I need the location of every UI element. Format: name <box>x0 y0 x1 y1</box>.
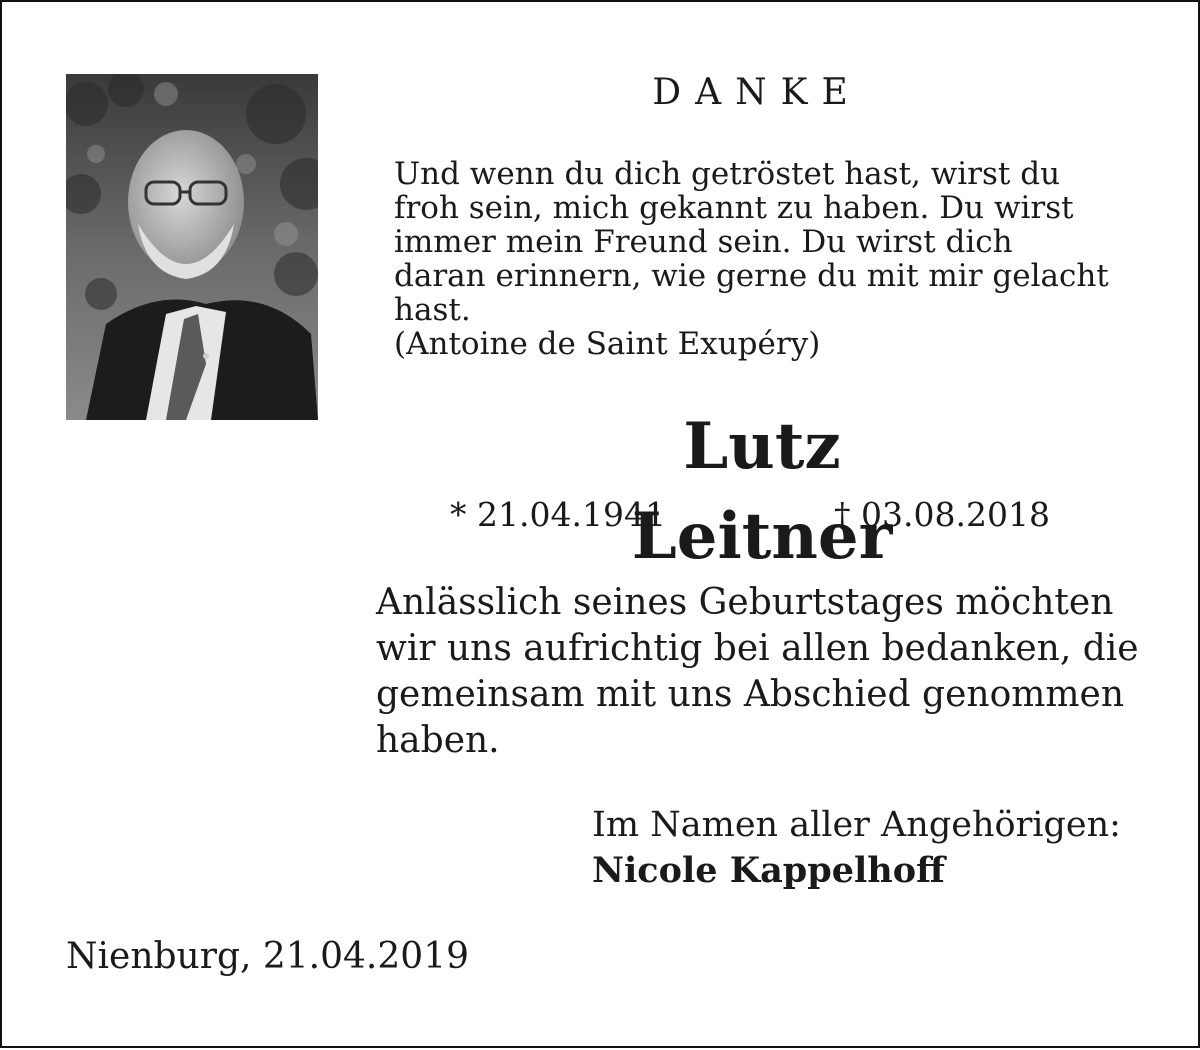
death-date: † 03.08.2018 <box>834 495 1050 534</box>
thanks-line: haben. <box>376 720 500 761</box>
thanks-line: Anlässlich seines Geburtstages möchten <box>376 582 1114 623</box>
signer-name: Nicole Kappelhoff <box>592 850 945 891</box>
quote-line: daran erinnern, wie gerne du mit mir gelacht <box>394 258 1109 294</box>
quote-line: hast. <box>394 292 471 328</box>
birth-date: * 21.04.1941 <box>450 495 666 534</box>
signoff-text: Im Namen aller Angehörigen: <box>592 805 1121 845</box>
quote-line: Und wenn du dich getröstet hast, wirst du <box>394 156 1061 192</box>
thanks-line: wir uns aufrichtig bei allen bedanken, die <box>376 628 1139 669</box>
quote-line: immer mein Freund sein. Du wirst dich <box>394 224 1013 260</box>
place-date: Nienburg, 21.04.2019 <box>66 936 469 977</box>
quote-attribution: (Antoine de Saint Exupéry) <box>394 326 821 362</box>
thanks-text <box>376 580 1166 764</box>
quote-block <box>394 157 1174 361</box>
portrait-photo <box>66 74 318 420</box>
deceased-name: Lutz Leitner <box>631 409 893 574</box>
quote-line: froh sein, mich gekannt zu haben. Du wirst <box>394 190 1074 226</box>
heading: DANKE <box>652 72 862 113</box>
thanks-line: gemeinsam mit uns Abschied genommen <box>376 674 1125 715</box>
